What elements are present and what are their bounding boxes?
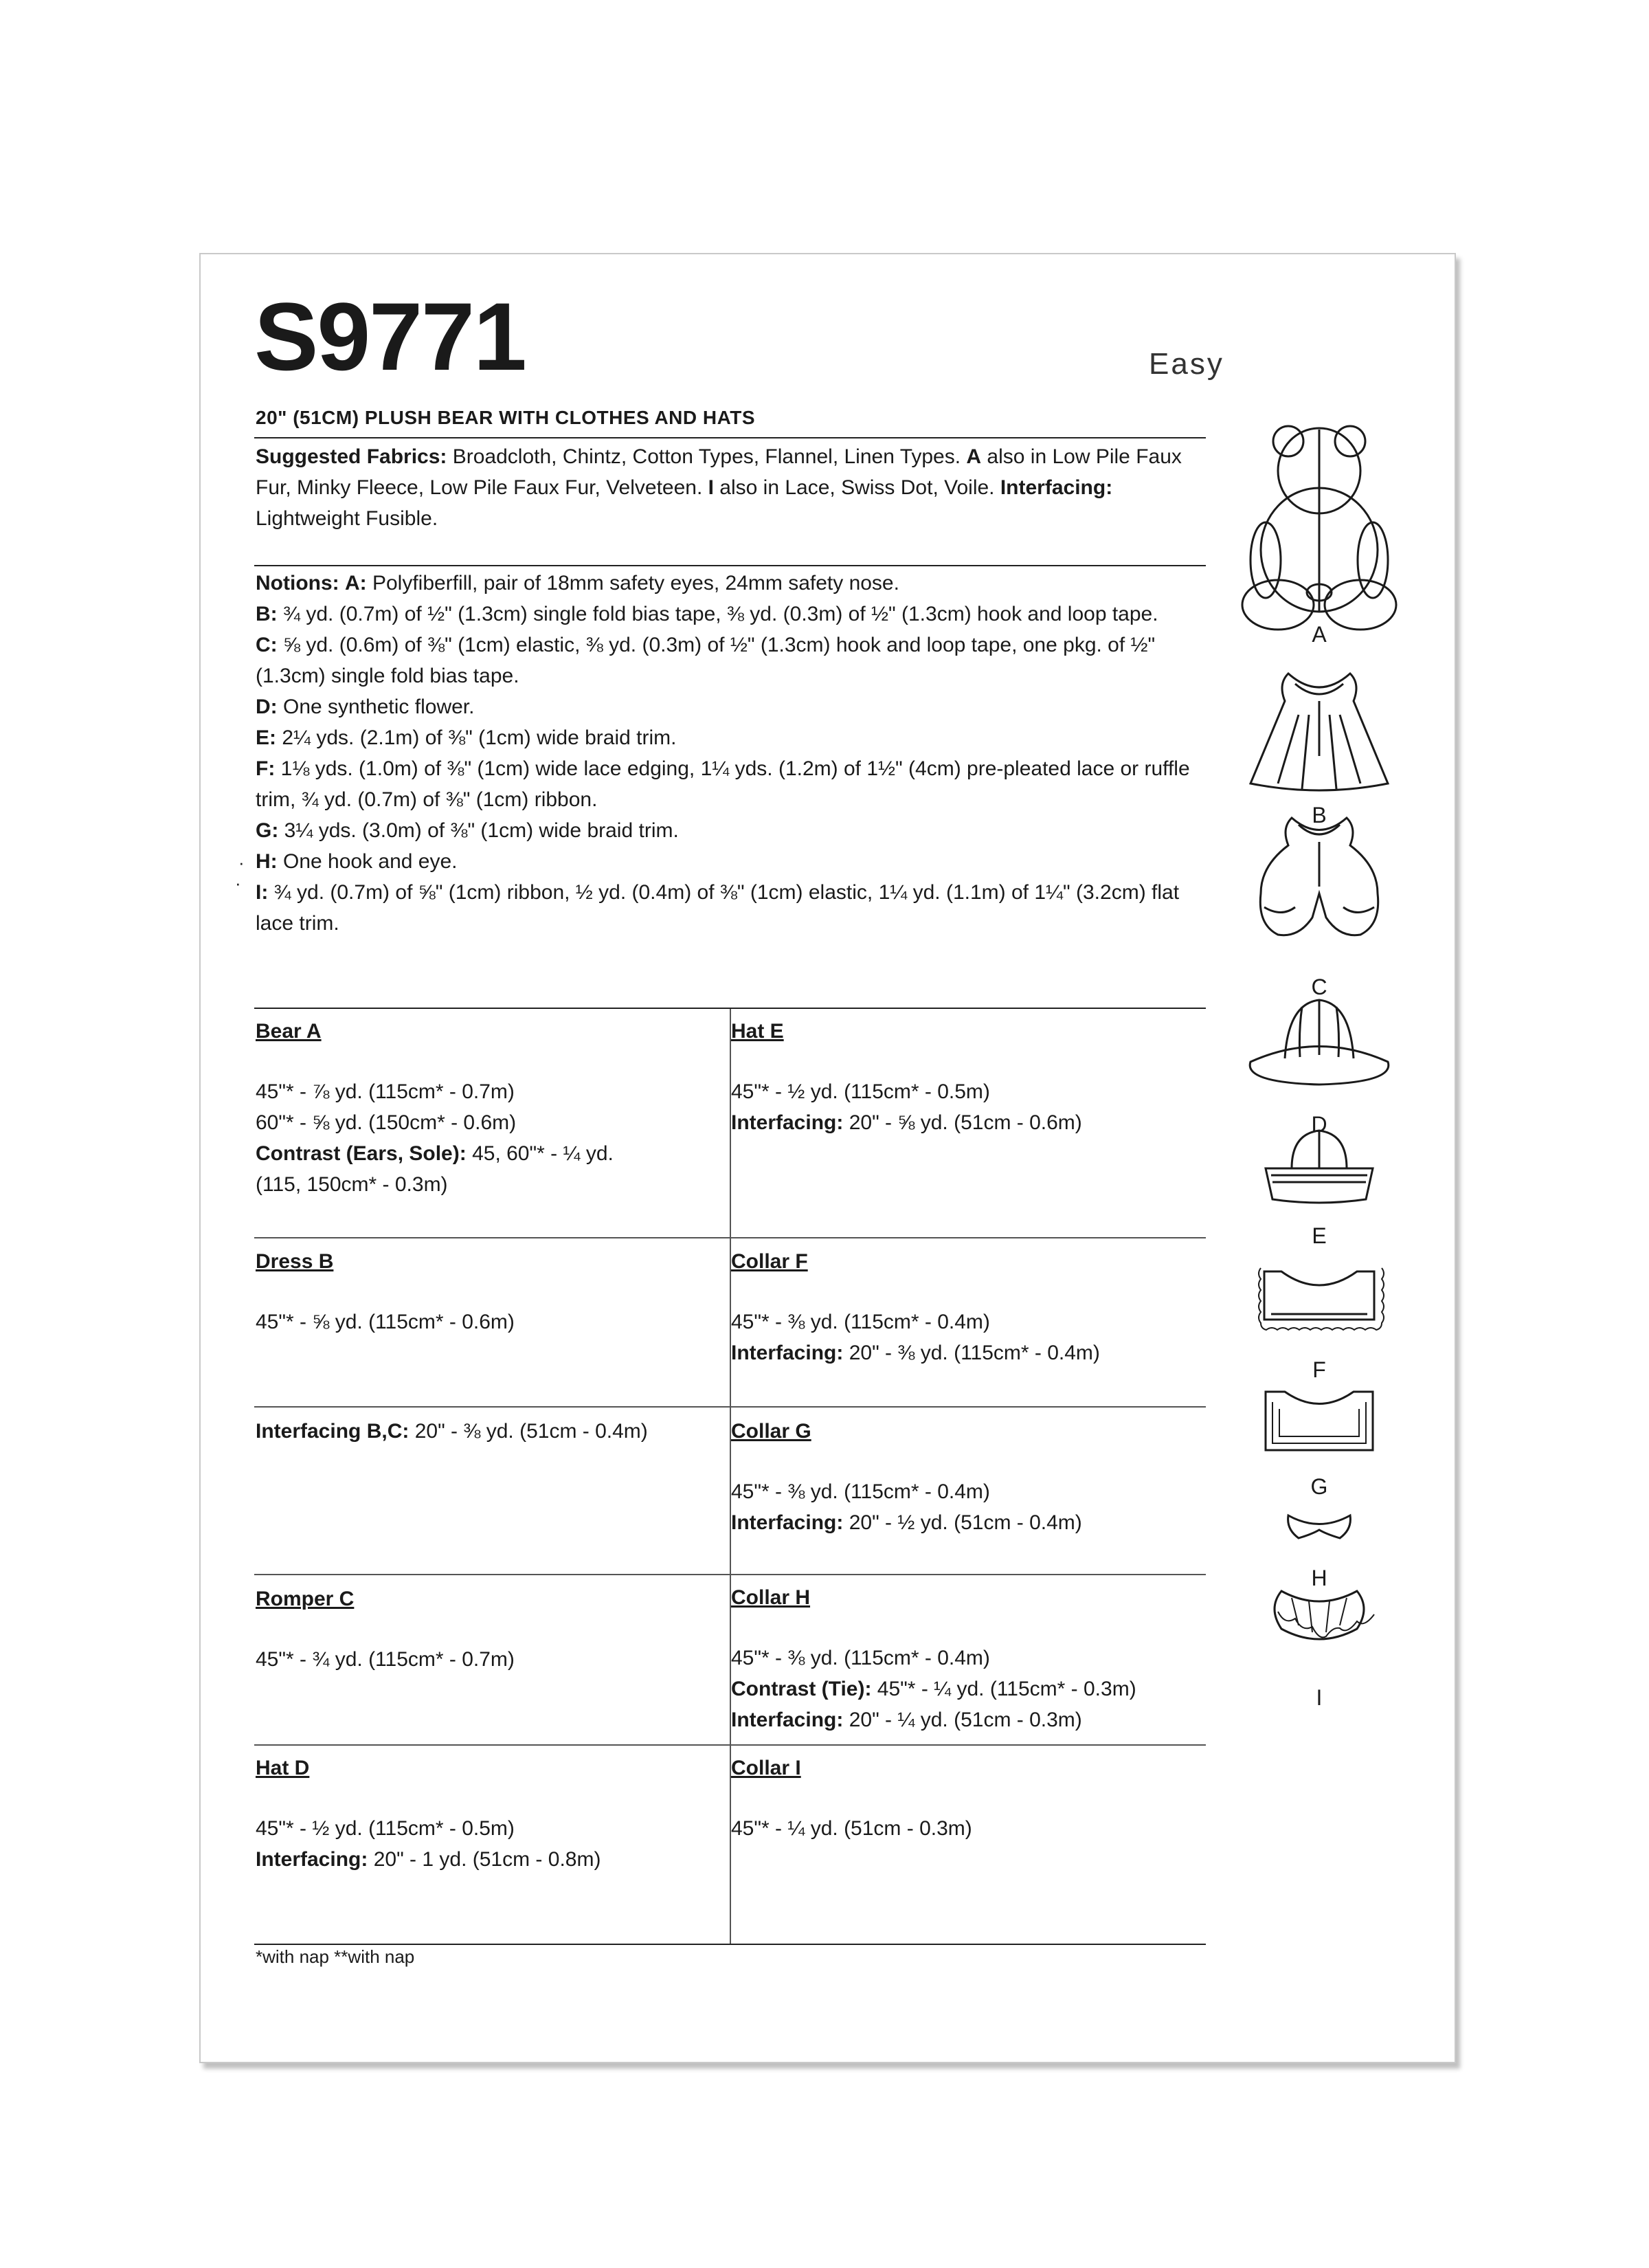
notion-d [256,691,1204,722]
yardage-line [731,1107,1082,1138]
notion-text: 3¼ yds. (3.0m) of ⅜" (1cm) wide braid trim. [278,819,679,842]
notion-key: H: [256,850,278,873]
view-label-h: H [1311,1566,1327,1590]
yardage-row-divider [254,1406,1206,1408]
yardage-line [731,1704,1136,1735]
collar-h-illustration [1288,1515,1351,1538]
view-heading: Collar H [731,1586,811,1609]
view-i-ref: I [708,476,714,499]
yardage-line: 45"* - ½ yd. (115cm* - 0.5m) [731,1080,990,1103]
fabrics-text: also in Lace, Swiss Dot, Voile. [713,476,1000,499]
collar-f-illustration [1259,1268,1384,1330]
yardage-line: 45"* - ⅝ yd. (115cm* - 0.6m) [256,1311,515,1333]
yardage-hat-e [731,1016,1082,1138]
notion-text: One synthetic flower. [277,696,475,718]
yardage-key: Contrast (Ears, Sole): [256,1142,467,1165]
yardage-key: Interfacing: [731,1709,844,1731]
notion-key: F: [256,757,276,780]
notion-key: C: [256,634,278,656]
yardage-dress-b [256,1246,515,1337]
margin-dot: · [235,873,241,893]
yardage-value: 20" - 1 yd. (51cm - 0.8m) [368,1848,601,1871]
collar-i-illustration [1275,1591,1374,1639]
suggested-fabrics [256,441,1204,534]
margin-dot: · [238,852,245,873]
yardage-key: Interfacing: [731,1111,844,1134]
yardage-line: 45"* - ⅜ yd. (115cm* - 0.4m) [731,1311,990,1333]
view-label-g: G [1310,1474,1328,1499]
pattern-number: S9771 [254,282,526,390]
notion-key: G: [256,819,279,842]
yardage-row-divider [254,1744,1206,1746]
view-label-c: C [1311,975,1327,999]
yardage-row-divider [254,1237,1206,1238]
view-heading: Hat E [731,1020,784,1043]
notions-label: Notions: [256,572,339,594]
view-a-ref: A [966,445,982,468]
notion-key: B: [256,603,278,625]
yardage-value: 20" - ¼ yd. (51cm - 0.3m) [843,1709,1082,1731]
view-heading: Dress B [256,1250,334,1273]
fabrics-text: Broadcloth, Chintz, Cotton Types, Flannel, Linen Types. [447,445,967,468]
sun-hat-illustration [1250,1000,1389,1085]
pattern-title: 20" (51CM) PLUSH BEAR WITH CLOTHES AND HATS [256,407,756,428]
view-heading: Bear A [256,1020,322,1043]
yardage-bear-a [256,1016,614,1200]
view-label-b: B [1312,803,1327,827]
romper-illustration [1260,818,1378,935]
notion-key: I: [256,881,269,904]
notion-i [256,877,1204,939]
yardage-collar-i [731,1753,972,1844]
notion-a [256,568,1204,599]
yardage-line [256,1416,648,1447]
view-label-d: D [1311,1112,1327,1137]
yardage-line [731,1674,1136,1704]
notion-text: Polyfiberfill, pair of 18mm safety eyes, 24mm safety nose. [366,572,899,594]
yardage-line: 45"* - ⅜ yd. (115cm* - 0.4m) [731,1480,990,1503]
yardage-line: 60"* - ⅝ yd. (150cm* - 0.6m) [256,1111,517,1134]
yardage-value: 20" - ½ yd. (51cm - 0.4m) [843,1511,1082,1534]
view-heading: Collar G [731,1420,811,1443]
yardage-value: 45, 60"* - ¼ yd. [466,1142,614,1165]
yardage-key: Interfacing: [256,1848,368,1871]
dress-illustration [1250,674,1388,790]
yardage-interfacing-bc [256,1416,648,1447]
view-heading: Hat D [256,1757,310,1779]
notion-text: ¾ yd. (0.7m) of ⅝" (1cm) ribbon, ½ yd. (0.4m) of ⅜" (1cm) elastic, 1¼ yd. (1.1m) of 1¼" (3.2cm) flat lace trim. [256,881,1180,935]
yardage-value: 20" - ⅜ yd. (115cm* - 0.4m) [843,1342,1100,1364]
interfacing-label: Interfacing: [1000,476,1113,499]
yardage-line: 45"* - ½ yd. (115cm* - 0.5m) [256,1817,515,1840]
view-label-f: F [1312,1357,1326,1382]
notion-h [256,846,1204,877]
view-label-e: E [1312,1223,1327,1248]
yardage-key: Interfacing: [731,1342,844,1364]
yardage-line: 45"* - ¼ yd. (51cm - 0.3m) [731,1817,972,1840]
notions-rule [254,565,1206,566]
notion-g [256,815,1204,846]
yardage-collar-f [731,1246,1100,1368]
yardage-romper-c [256,1583,515,1675]
sailor-hat-illustration [1266,1131,1373,1203]
yardage-collar-h [731,1582,1136,1735]
difficulty-label: Easy [1149,347,1224,381]
yardage-line [731,1337,1100,1368]
yardage-value: 20" - ⅝ yd. (51cm - 0.6m) [843,1111,1082,1134]
notion-text: One hook and eye. [277,850,458,873]
footnote: *with nap **with nap [256,1946,415,1967]
view-heading: Collar I [731,1757,801,1779]
yardage-value: 20" - ⅜ yd. (51cm - 0.4m) [409,1420,648,1443]
view-heading: Romper C [256,1588,355,1610]
yardage-line [256,1844,601,1875]
yardage-key: Contrast (Tie): [731,1678,872,1700]
view-label-i: I [1316,1685,1323,1710]
notion-text: 2¼ yds. (2.1m) of ⅜" (1cm) wide braid trim. [276,726,677,749]
yardage-line: 45"* - ⅞ yd. (115cm* - 0.7m) [256,1080,515,1103]
view-heading: Collar F [731,1250,808,1273]
bear-illustration [1242,426,1396,630]
notion-text: ⅝ yd. (0.6m) of ⅜" (1cm) elastic, ⅜ yd. (0.3m) of ½" (1.3cm) hook and loop tape, one pkg. of ½" (1.3cm) single fold bias tape. [256,634,1156,687]
yardage-line [256,1138,614,1169]
yardage-line: 45"* - ¾ yd. (115cm* - 0.7m) [256,1648,515,1671]
fabrics-text: also in Low Pile Faux Fur, Minky Fleece, Low Pile Faux Fur, Velveteen. [256,445,1182,499]
yardage-key: Interfacing: [731,1511,844,1534]
notion-e [256,722,1204,753]
notion-f [256,753,1204,815]
collar-g-illustration [1266,1392,1373,1450]
notion-c [256,630,1204,691]
yardage-value: 45"* - ¼ yd. (115cm* - 0.3m) [871,1678,1136,1700]
notion-key: D: [256,696,278,718]
yardage-row-divider [254,1574,1206,1575]
yardage-line: (115, 150cm* - 0.3m) [256,1173,448,1196]
yardage-line: 45"* - ⅜ yd. (115cm* - 0.4m) [731,1647,990,1669]
fabrics-text: Lightweight Fusible. [256,507,438,530]
title-rule [254,437,1206,438]
fabrics-label: Suggested Fabrics: [256,445,447,468]
yardage-hat-d [256,1753,601,1875]
notion-text: 1⅛ yds. (1.0m) of ⅜" (1cm) wide lace edging, 1¼ yds. (1.2m) of 1½" (4cm) pre-pleated lace or ruffle trim, ¾ yd. (0.7m) of ⅜" (1cm) ribbon. [256,757,1190,811]
notion-key: A: [344,572,367,594]
yardage-bottom-rule [254,1944,1206,1945]
yardage-line [731,1507,1082,1538]
yardage-key: Interfacing B,C: [256,1420,410,1443]
notion-text: ¾ yd. (0.7m) of ½" (1.3cm) single fold bias tape, ⅜ yd. (0.3m) of ½" (1.3cm) hook and loop tape. [277,603,1158,625]
notions-list [256,568,1204,939]
yardage-collar-g [731,1416,1082,1538]
notion-key: E: [256,726,276,749]
notion-b [256,599,1204,630]
view-label-a: A [1312,622,1327,647]
